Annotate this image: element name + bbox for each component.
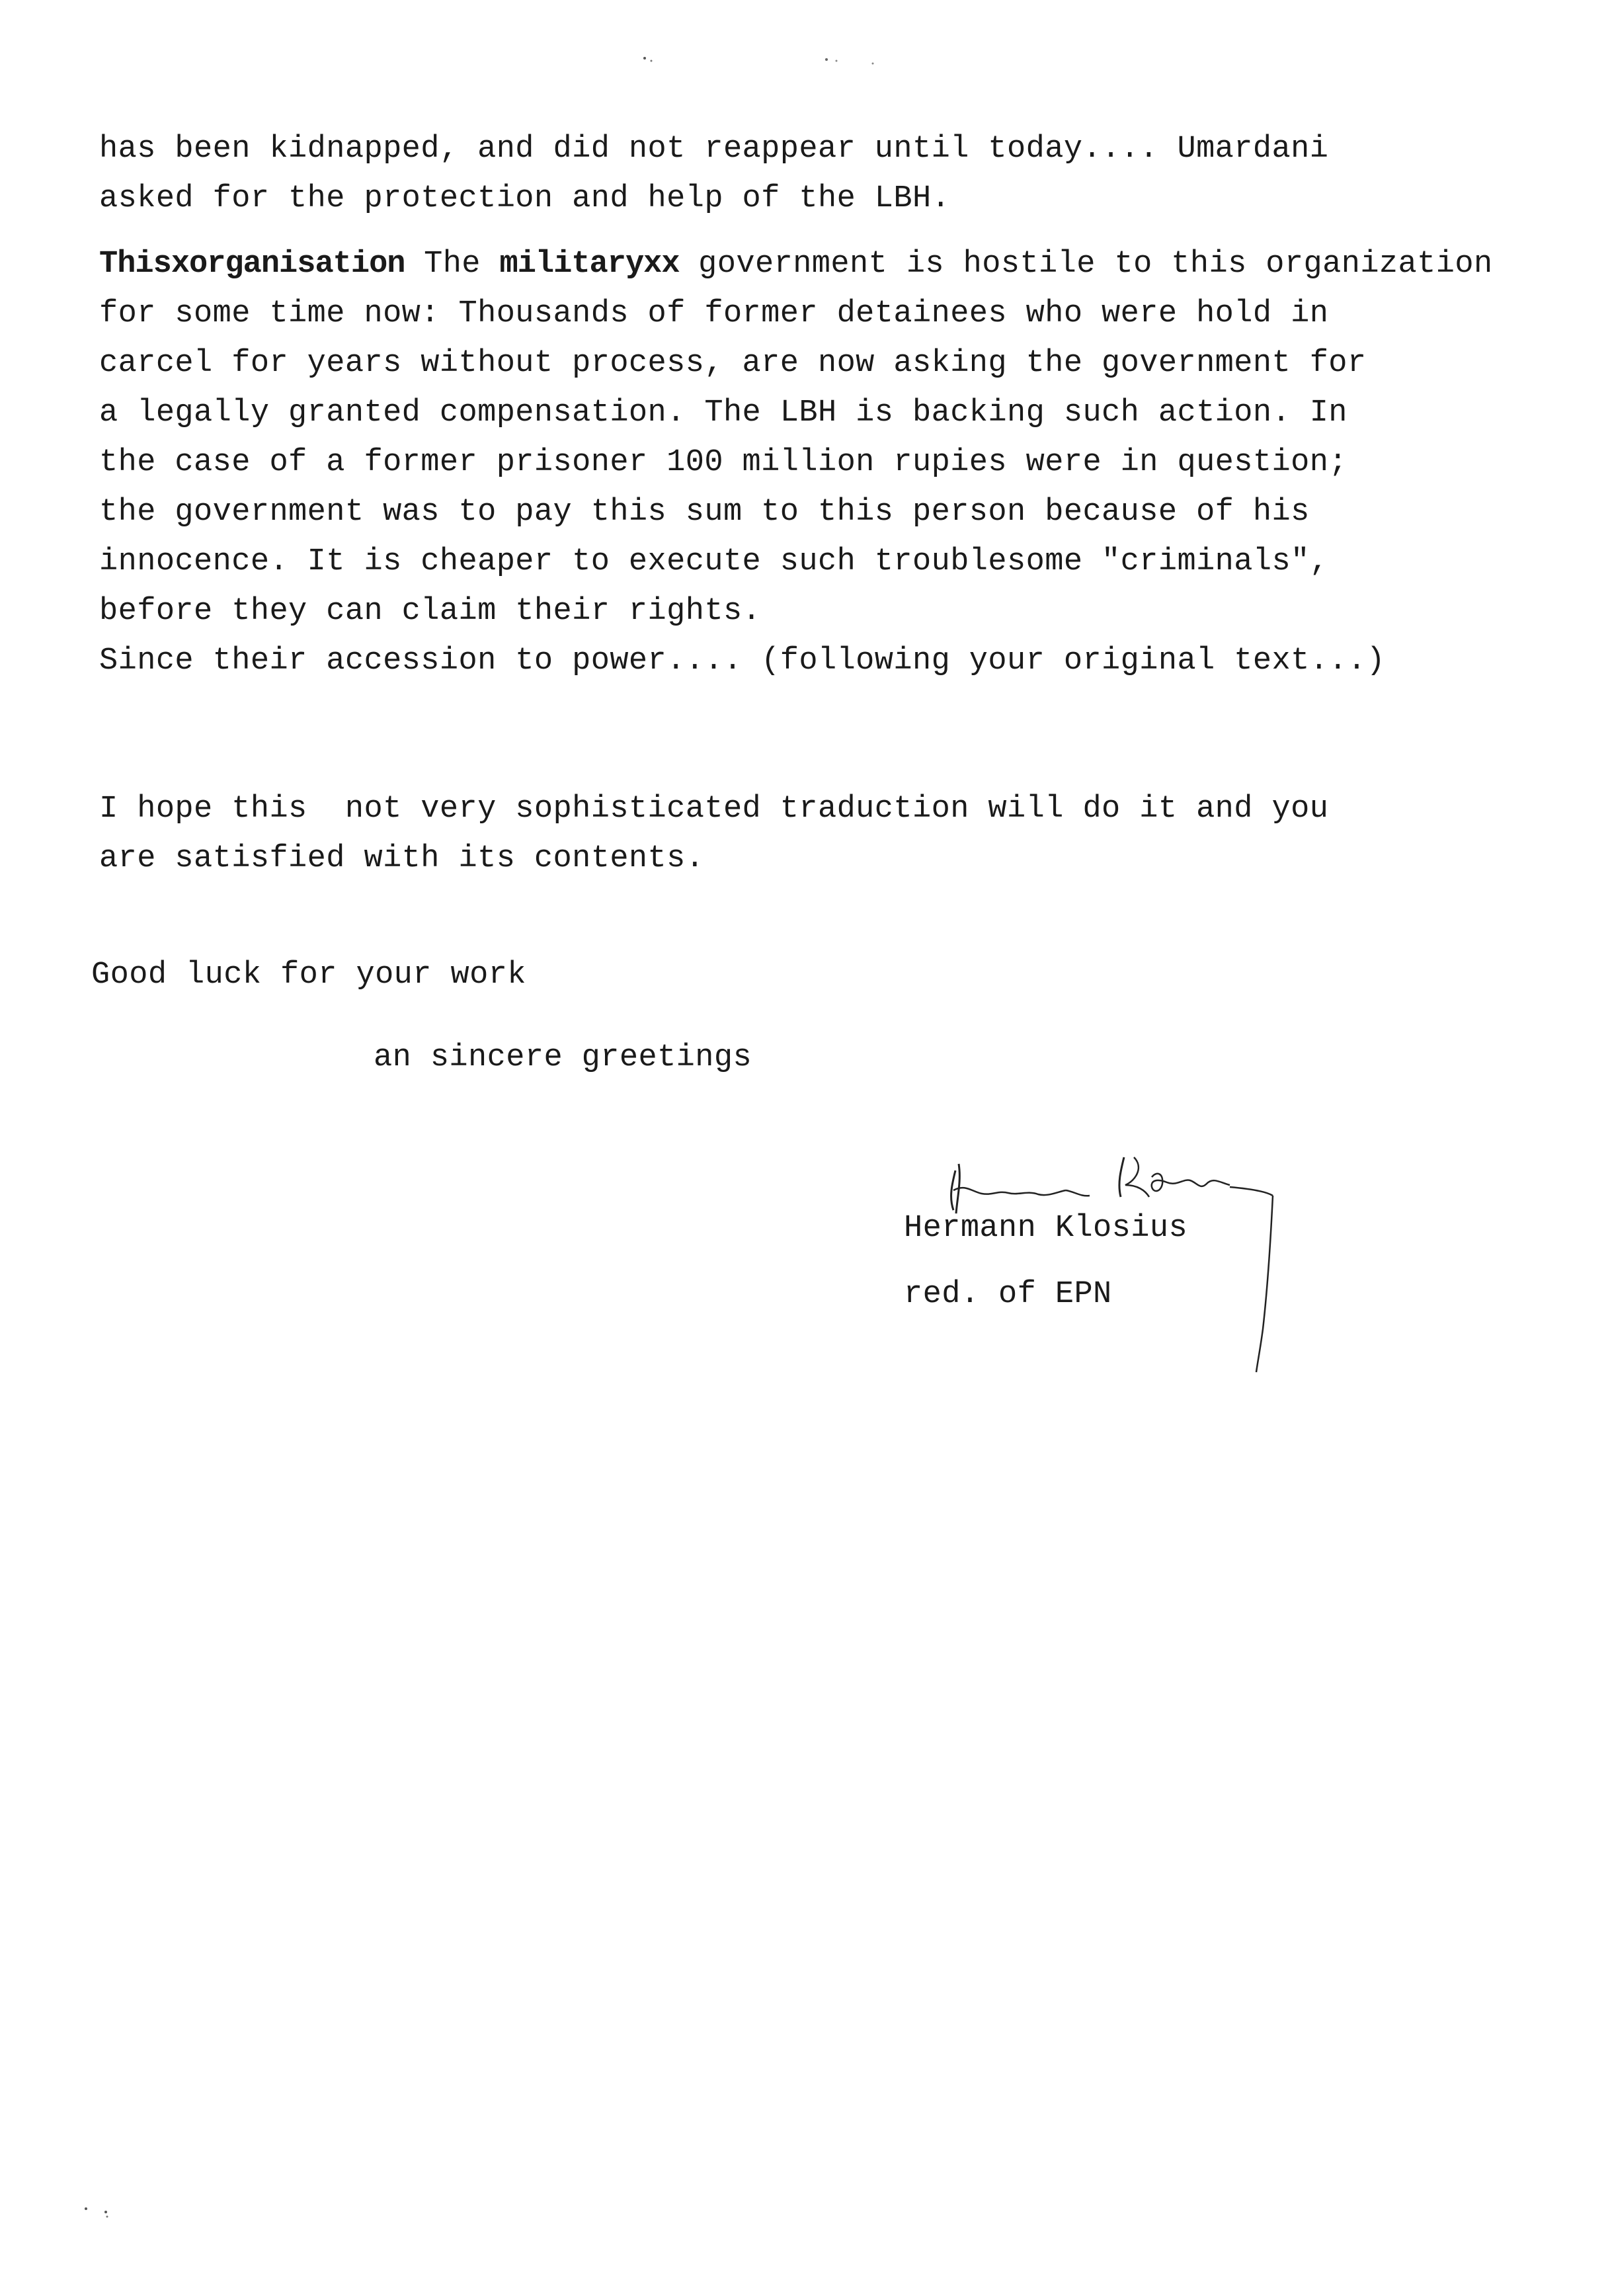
- letter-line: Since their accession to power.... (following your original text...): [99, 643, 1386, 678]
- typed-over-text: Thisxorganisation: [99, 247, 405, 282]
- letter-line: asked for the protection and help of the LBH.: [99, 181, 951, 216]
- text-fragment: The: [405, 247, 500, 282]
- letter-line: for some time now: Thousands of former detainees who were hold in: [99, 296, 1329, 331]
- letter-line-with-strikeouts: [99, 246, 1493, 283]
- text-fragment: government is hostile to this organization: [679, 247, 1493, 282]
- letter-line: has been kidnapped, and did not reappear until today.... Umardani: [99, 132, 1329, 167]
- handwritten-signature: [893, 1144, 1303, 1382]
- closing-greetings: an sincere greetings: [374, 1040, 752, 1075]
- signer-name: Hermann Klosius: [904, 1211, 1188, 1246]
- typed-over-text: militaryxx: [499, 247, 680, 282]
- letter-line: before they can claim their rights.: [99, 594, 762, 629]
- letter-line: I hope this not very sophisticated traduction will do it and you: [99, 792, 1329, 827]
- letter-line: the case of a former prisoner 100 million rupies were in question;: [99, 445, 1347, 480]
- signer-role: red. of EPN: [904, 1277, 1112, 1312]
- closing-good-luck: Good luck for your work: [91, 958, 526, 993]
- letter-line: are satisfied with its contents.: [99, 841, 705, 876]
- letter-line: carcel for years without process, are now asking the government for: [99, 346, 1367, 381]
- letter-line: the government was to pay this sum to this person because of his: [99, 495, 1310, 530]
- letter-line: innocence. It is cheaper to execute such troublesome "criminals",: [99, 544, 1329, 579]
- letter-line: a legally granted compensation. The LBH is backing such action. In: [99, 395, 1347, 430]
